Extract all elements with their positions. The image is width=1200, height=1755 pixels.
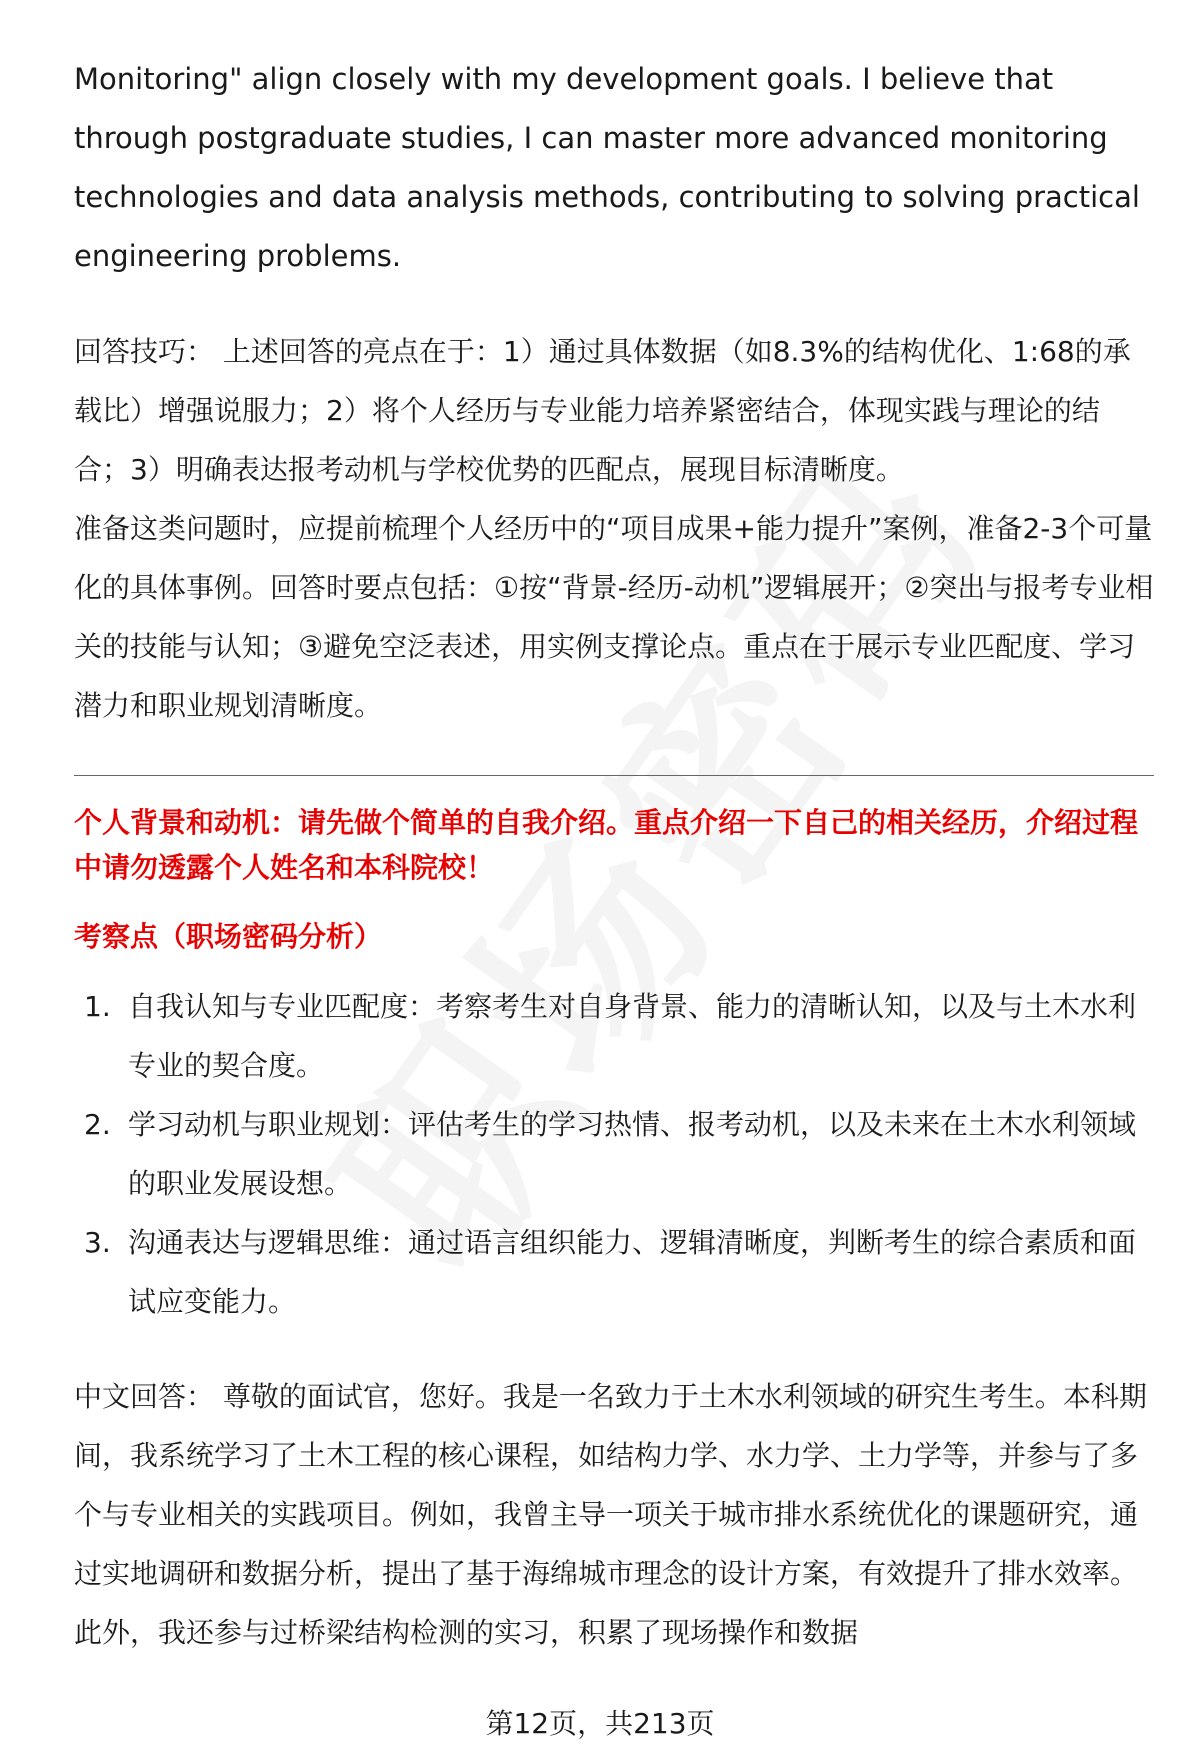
question-heading: 个人背景和动机：请先做个简单的自我介绍。重点介绍一下自己的相关经历，介绍过程中请勿透露个人姓名和本科院校！ xyxy=(74,806,1139,884)
english-answer-continuation: Monitoring" align closely with my development goals. I believe that through postgraduate studies, I can master more advanced monitoring technologies and data analysis methods, contributing to solving practical engineering problems. xyxy=(74,62,1140,273)
list-item-text: 沟通表达与逻辑思维：通过语言组织能力、逻辑清晰度，判断考生的综合素质和面试应变能力。 xyxy=(128,1226,1137,1318)
list-item xyxy=(74,977,1154,1095)
assessment-points-heading: 考察点（职场密码分析） xyxy=(74,920,383,953)
list-item xyxy=(74,1095,1154,1213)
list-item-number: 2. xyxy=(84,1108,111,1141)
preparation-advice-paragraph: 准备这类问题时，应提前梳理个人经历中的“项目成果+能力提升”案例，准备2-3个可量化的具体事例。回答时要点包括：①按“背景-经历-动机”逻辑展开；②突出与报考专业相关的技能与认知；③避免空泛表述，用实例支撑论点。重点在于展示专业匹配度、学习潜力和职业规划清晰度。 xyxy=(74,512,1154,722)
page-content xyxy=(74,50,1154,1662)
list-item xyxy=(74,1213,1154,1331)
assessment-points-list xyxy=(74,977,1154,1331)
list-item-number: 1. xyxy=(84,990,111,1023)
answer-tips-paragraph: 回答技巧： 上述回答的亮点在于：1）通过具体数据（如8.3%的结构优化、1:68的承载比）增强说服力；2）将个人经历与专业能力培养紧密结合，体现实践与理论的结合；3）明确表达报考动机与学校优势的匹配点，展现目标清晰度。 xyxy=(74,335,1131,486)
section-divider xyxy=(74,775,1154,776)
list-item-text: 学习动机与职业规划：评估考生的学习热情、报考动机，以及未来在土木水利领域的职业发展设想。 xyxy=(128,1108,1137,1200)
page-number-footer: 第12页，共213页 xyxy=(485,1707,715,1740)
list-item-text: 自我认知与专业匹配度：考察考生对自身背景、能力的清晰认知，以及与土木水利专业的契合度。 xyxy=(128,990,1137,1082)
list-item-number: 3. xyxy=(84,1226,111,1259)
chinese-answer-paragraph: 中文回答： 尊敬的面试官，您好。我是一名致力于土木水利领域的研究生考生。本科期间，我系统学习了土木工程的核心课程，如结构力学、水力学、土力学等，并参与了多个与专业相关的实践项目。例如，我曾主导一项关于城市排水系统优化的课题研究，通过实地调研和数据分析，提出了基于海绵城市理念的设计方案，有效提升了排水效率。此外，我还参与过桥梁结构检测的实习，积累了现场操作和数据 xyxy=(74,1380,1147,1649)
